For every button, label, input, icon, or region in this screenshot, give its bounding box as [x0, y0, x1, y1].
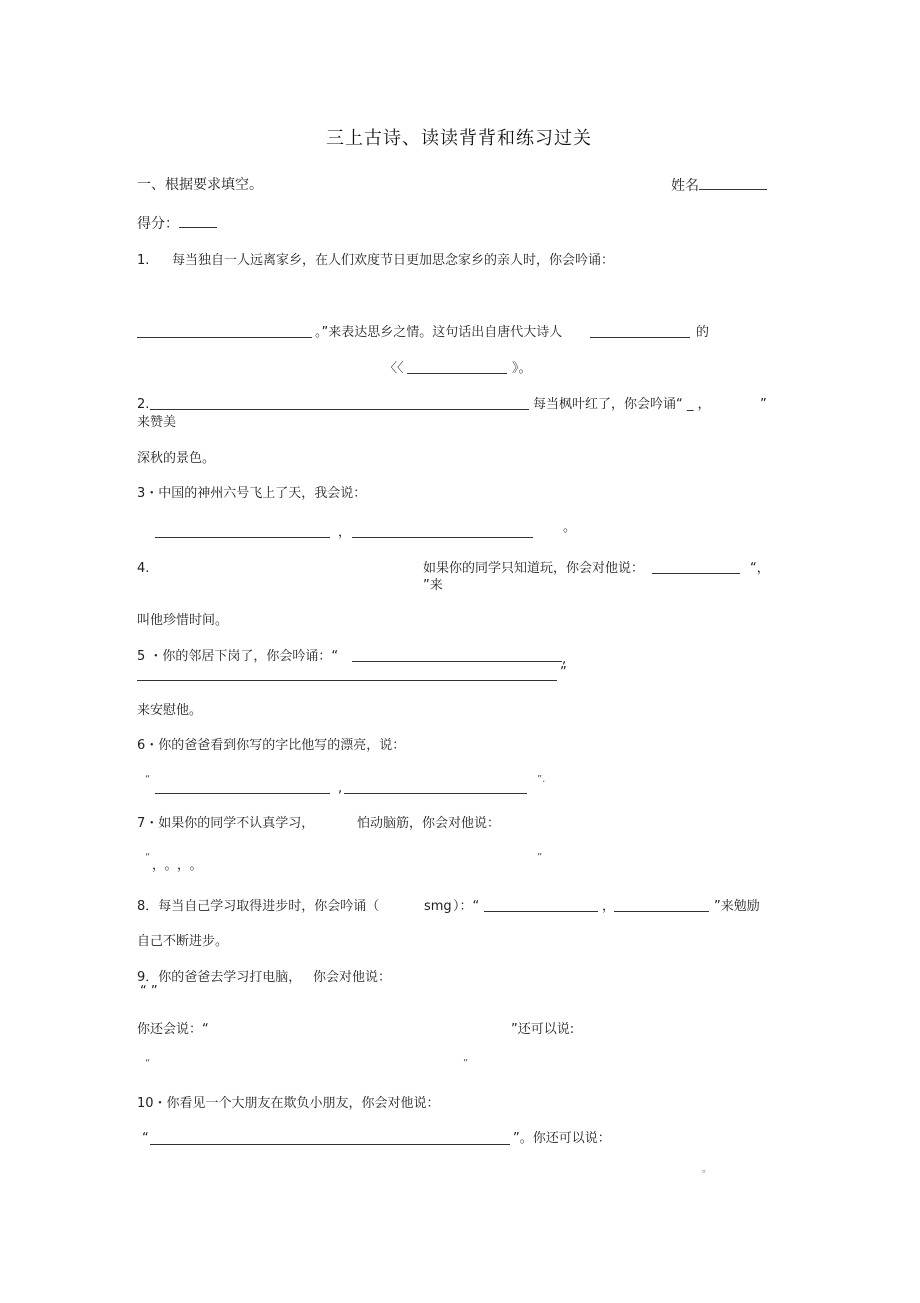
q7-marks: ，。，。	[152, 858, 209, 873]
q8-tail: ”来勉励	[714, 899, 760, 914]
q10-text: 10・你看见一个大朋友在欺负小朋友，你会对他说：	[137, 1096, 440, 1111]
q5-blank-2	[137, 680, 557, 681]
q1-blank-book	[407, 373, 507, 374]
score-field	[137, 215, 217, 232]
q1-text: 每当独自一人远离家乡，在人们欢度节日更加思念家乡的亲人时，你会吟诵：	[172, 253, 615, 268]
q4-line2: 叫他珍惜时间。	[137, 613, 229, 628]
q8-comma: ，	[602, 899, 616, 914]
q2-tail: 来赞美	[137, 415, 177, 430]
q8-line2: 自己不断进步。	[137, 934, 229, 949]
q6-text: 6・你的爸爸看到你写的字比他写的漂亮，说：	[137, 738, 406, 753]
q3-text: 3・中国的神州六号飞上了天，我会说：	[137, 486, 367, 501]
q1-blank-1	[137, 337, 312, 338]
q3-comma: ，	[338, 525, 352, 540]
q9-quotes: “ ”	[140, 984, 158, 999]
q4-text: 如果你的同学只知道玩，你会对他说：	[423, 561, 645, 576]
q5-blank-1	[352, 661, 562, 662]
q10-open: “	[142, 1131, 149, 1146]
q1-blank-poet	[590, 337, 690, 338]
q4-number: 4.	[137, 561, 150, 576]
name-label: 姓名	[671, 178, 699, 194]
q8-mid: ）：“	[453, 899, 480, 914]
q5-text: 5 ・你的邻居下岗了，你会吟诵：“	[137, 649, 339, 664]
q1-number: 1.	[137, 253, 150, 268]
q5-close: ”	[560, 665, 567, 680]
q5-comma: ,	[562, 652, 567, 667]
q2-line2: 深秋的景色。	[137, 451, 216, 466]
q2-number: 2.	[137, 397, 150, 412]
q9-open: “	[145, 1058, 151, 1069]
q3-blank-1	[155, 537, 330, 538]
q7-open: “	[145, 852, 151, 863]
q2-text: 每当枫叶红了，你会吟诵“ _ ，	[533, 397, 711, 412]
score-label: 得分：	[137, 216, 179, 232]
q8-text: 8．每当自己学习取得进步时，你会吟诵（	[137, 899, 380, 914]
q10-blank	[150, 1144, 510, 1145]
q3-blank-2	[352, 537, 533, 538]
q4-mark: “，	[750, 561, 770, 576]
q6-comma: ,	[338, 781, 343, 796]
q9-also-1-end: ”还可以说:	[511, 1022, 575, 1037]
q8-blank-2	[614, 911, 709, 912]
score-blank	[179, 215, 217, 228]
name-field	[671, 177, 767, 194]
q6-close: ”.	[537, 774, 546, 785]
q8-blank-1	[484, 911, 598, 912]
q7-text-2: 怕动脑筋，你会对他说：	[357, 816, 501, 831]
q4-tail: ”来	[423, 578, 443, 593]
page-title: 三上古诗、读读背背和练习过关	[326, 128, 592, 149]
q8-word: smg	[424, 899, 452, 914]
q1-mid: 。”来表达思乡之情。这句话出自唐代大诗人	[315, 325, 563, 340]
name-blank	[699, 177, 767, 190]
q1-book-close: 》。	[512, 361, 532, 376]
q5-line3: 来安慰他。	[137, 703, 203, 718]
q1-end: 的	[696, 325, 710, 340]
q1-book-open: 〈〈	[384, 361, 404, 376]
q10-period: 。	[702, 1164, 712, 1175]
q6-blank-2	[344, 793, 527, 794]
q9-text-2: 你会对他说：	[313, 970, 392, 985]
q10-close: ”。你还可以说：	[513, 1131, 611, 1146]
q2-blank	[150, 409, 529, 410]
q9-text: 9．你的爸爸去学习打电脑，	[137, 970, 302, 985]
q2-quote-close: ”	[760, 397, 767, 412]
q3-period: 。	[563, 520, 577, 535]
q9-also-1: 你还会说：“	[137, 1022, 209, 1037]
q7-close: ”	[537, 852, 543, 863]
q4-blank	[652, 573, 740, 574]
q6-open: “	[145, 774, 151, 785]
q6-blank-1	[155, 793, 330, 794]
section-heading: 一、根据要求填空。	[137, 177, 263, 193]
q9-close: ”	[463, 1058, 469, 1069]
q7-text-1: 7・如果你的同学不认真学习，	[137, 816, 315, 831]
